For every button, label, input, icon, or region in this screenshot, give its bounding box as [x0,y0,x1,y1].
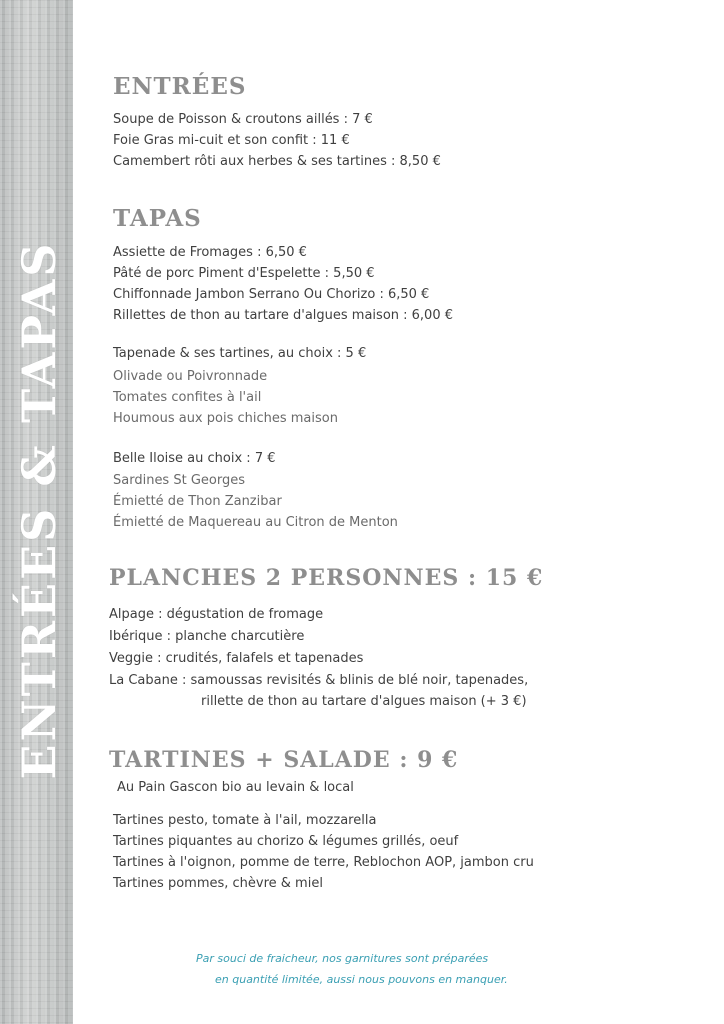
menu-item: Tartines à l'oignon, pomme de terre, Reblochon AOP, jambon cru [113,855,534,870]
section-heading-tapas: TAPAS [113,205,202,232]
menu-item: Assiette de Fromages : 6,50 € [113,245,307,260]
menu-item: Veggie : crudités, falafels et tapenades [109,651,364,666]
decorative-sidebar [0,0,73,1024]
menu-option: Sardines St Georges [113,473,245,488]
menu-item: Tartines pesto, tomate à l'ail, mozzarella [113,813,377,828]
menu-item: La Cabane : samoussas revisités & blinis de blé noir, tapenades, [109,673,529,688]
section-heading-entrees: ENTRÉES [113,73,247,100]
menu-option: Olivade ou Poivronnade [113,369,268,384]
menu-option: Tomates confites à l'ail [113,390,262,405]
menu-group-title: Belle Iloise au choix : 7 € [113,451,276,466]
section-heading-tartines: TARTINES + SALADE : 9 € [109,747,459,773]
menu-option: Émietté de Thon Zanzibar [113,494,282,509]
sidebar-title: ENTRÉES & TAPAS [12,240,66,780]
menu-item: Alpage : dégustation de fromage [109,607,324,622]
menu-item: Tartines pommes, chèvre & miel [113,876,323,891]
menu-option: Houmous aux pois chiches maison [113,411,338,426]
footer-note-line-1: Par souci de fraicheur, nos garnitures sont préparées [196,952,489,965]
section-subtitle: Au Pain Gascon bio au levain & local [117,780,354,795]
menu-group-title: Tapenade & ses tartines, au choix : 5 € [113,346,367,361]
menu-item: Camembert rôti aux herbes & ses tartines : 8,50 € [113,154,441,169]
menu-item: Soupe de Poisson & croutons aillés : 7 € [113,112,373,127]
menu-option: Émietté de Maquereau au Citron de Menton [113,515,398,530]
menu-item: Rillettes de thon au tartare d'algues maison : 6,00 € [113,308,454,323]
footer-note-line-2: en quantité limitée, aussi nous pouvons en manquer. [215,973,508,986]
menu-item: Tartines piquantes au chorizo & légumes grillés, oeuf [113,834,459,849]
menu-item: Chiffonnade Jambon Serrano Ou Chorizo : 6,50 € [113,287,430,302]
section-heading-planches: PLANCHES 2 PERSONNES : 15 € [109,565,544,591]
menu-item: Pâté de porc Piment d'Espelette : 5,50 € [113,266,375,281]
menu-item: Foie Gras mi-cuit et son confit : 11 € [113,133,350,148]
menu-item: Ibérique : planche charcutière [109,629,305,644]
menu-item-continuation: rillette de thon au tartare d'algues maison (+ 3 €) [201,694,527,709]
